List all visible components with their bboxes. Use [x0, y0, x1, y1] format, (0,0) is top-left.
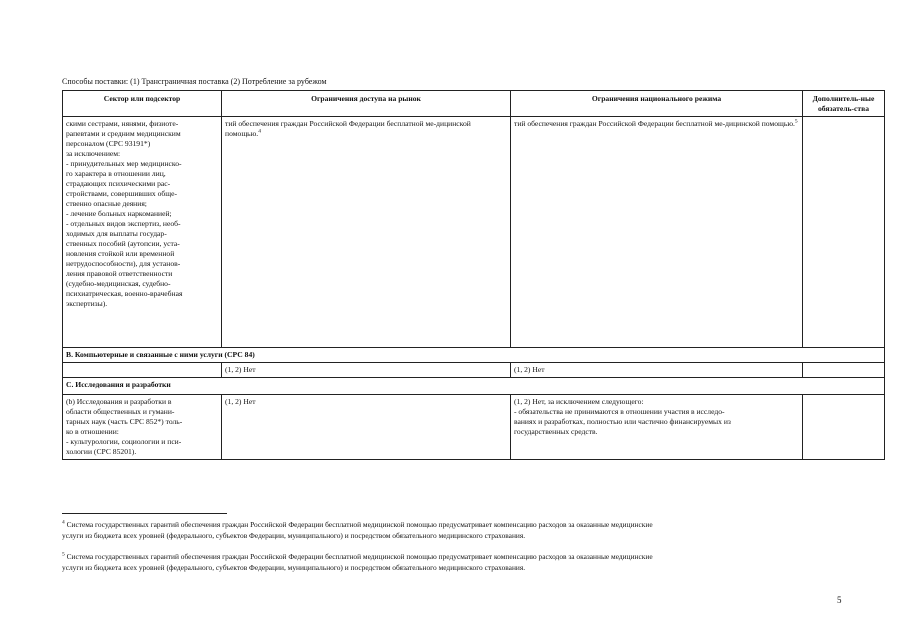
footnote-line: Система государственных гарантий обеспечения граждан Российской Федерации бесплатной медицинской помощью предусматривает компенсацию расходов за оказанные медицинские — [66, 520, 653, 529]
sector-line: - культурологии, социологии и пси- — [66, 437, 182, 446]
sector-line: ко в отношении: — [66, 427, 119, 436]
market-access-cell: (1, 2) Нет — [222, 363, 511, 378]
sector-line: хологии (СРС 85201). — [66, 447, 137, 456]
sector-line: (судебно-медицинская, судебно- — [66, 279, 171, 288]
sector-line: области общественных и гумани- — [66, 407, 175, 416]
table-header-row — [63, 91, 885, 117]
sector-line: новления стойкой или временной — [66, 249, 175, 258]
sector-cell-research — [63, 395, 222, 460]
footnote-separator — [62, 513, 227, 514]
supply-modes-caption: Способы поставки: (1) Трансграничная поставка (2) Потребление за рубежом — [62, 77, 327, 86]
table-row — [63, 363, 885, 378]
sector-line: рапевтами и средним медицинским — [66, 129, 181, 138]
sector-line: страдающих психическими рас- — [66, 179, 171, 188]
national-treatment-line: ваниях и разработках, полностью или частично финансируемых из — [514, 417, 731, 426]
national-treatment-line: государственных средств. — [514, 427, 598, 436]
sector-line: психиатрическая, военно-врачебная — [66, 289, 183, 298]
sector-line: персоналом (СРС 93191*) — [66, 139, 151, 148]
header-market-access: Ограничения доступа на рынок — [222, 91, 511, 117]
sector-line: (b) Исследования и разработки в — [66, 397, 172, 406]
national-treatment-line: (1, 2) Нет, за исключением следующего: — [514, 397, 644, 406]
header-sector: Сектор или подсектор — [63, 91, 222, 117]
national-treatment-cell: (1, 2) Нет — [511, 363, 803, 378]
additional-commitments-cell — [803, 117, 885, 348]
sector-line: нетрудоспособности), для установ- — [66, 259, 181, 268]
table-row — [63, 117, 885, 348]
footnote-number: 5 — [62, 551, 65, 558]
sector-line: го характера в отношении лиц, — [66, 169, 166, 178]
footnote-ref: 4 — [258, 128, 261, 135]
sector-line: скими сестрами, нянями, физиоте- — [66, 119, 179, 128]
sector-line: экспертизы). — [66, 299, 108, 308]
header-national-treatment: Ограничения национального режима — [511, 91, 803, 117]
footnote-ref: 5 — [794, 118, 798, 125]
page-number: 5 — [837, 595, 842, 605]
sector-line: - лечение больных наркоманией; — [66, 209, 172, 218]
table-row — [63, 395, 885, 460]
footnote-line: Система государственных гарантий обеспечения граждан Российской Федерации бесплатной медицинской помощью предусматривает компенсацию расходов за оказанные медицинские — [66, 552, 653, 561]
additional-commitments-cell — [803, 363, 885, 378]
section-row-b — [63, 348, 885, 363]
sector-line: ственно опасные деяния; — [66, 199, 147, 208]
footnote-4 — [62, 519, 852, 541]
section-row-c — [63, 378, 885, 395]
footnote-line: услуги из бюджета всех уровней (федерального, субъектов Федерации, муниципального) и посредством обязательного медицинского страхования. — [62, 563, 526, 572]
commitments-table — [62, 90, 885, 460]
national-treatment-text: тий обеспечения граждан Российской Федерации бесплатной ме-дицинской помощью. — [514, 119, 795, 128]
national-treatment-line: - обязательства не принимаются в отношении участия в исследо- — [514, 407, 725, 416]
market-access-cell — [222, 117, 511, 348]
sector-line: - принудительных мер медицинско- — [66, 159, 182, 168]
sector-line: ственных пособий (аутопсии, уста- — [66, 239, 180, 248]
footnote-5 — [62, 551, 852, 573]
sector-line: - отдельных видов экспертиз, необ- — [66, 219, 181, 228]
national-treatment-cell — [511, 117, 803, 348]
section-title-c: C. Исследования и разработки — [63, 378, 885, 395]
sector-line: за исключением: — [66, 149, 121, 158]
national-treatment-cell — [511, 395, 803, 460]
sector-cell-b — [63, 363, 222, 378]
sector-cell-medical — [63, 117, 222, 348]
additional-commitments-cell — [803, 395, 885, 460]
sector-line: ления правовой ответственности — [66, 269, 173, 278]
sector-line: ходимых для выплаты государ- — [66, 229, 167, 238]
market-access-cell: (1, 2) Нет — [222, 395, 511, 460]
header-additional-commitments: Дополнитель-ные обязатель-ства — [803, 91, 885, 117]
footnote-line: услуги из бюджета всех уровней (федерального, субъектов Федерации, муниципального) и посредством обязательного медицинского страхования. — [62, 531, 526, 540]
section-title-b: B. Компьютерные и связанные с ними услуги (СРС 84) — [63, 348, 885, 363]
footnote-number: 4 — [62, 519, 65, 526]
sector-line: тарных наук (часть СРС 852*) толь- — [66, 417, 183, 426]
sector-line: стройствами, совершивших обще- — [66, 189, 178, 198]
market-access-text: тий обеспечения граждан Российской Федерации бесплатной ме-дицинской помощью. — [225, 119, 471, 138]
